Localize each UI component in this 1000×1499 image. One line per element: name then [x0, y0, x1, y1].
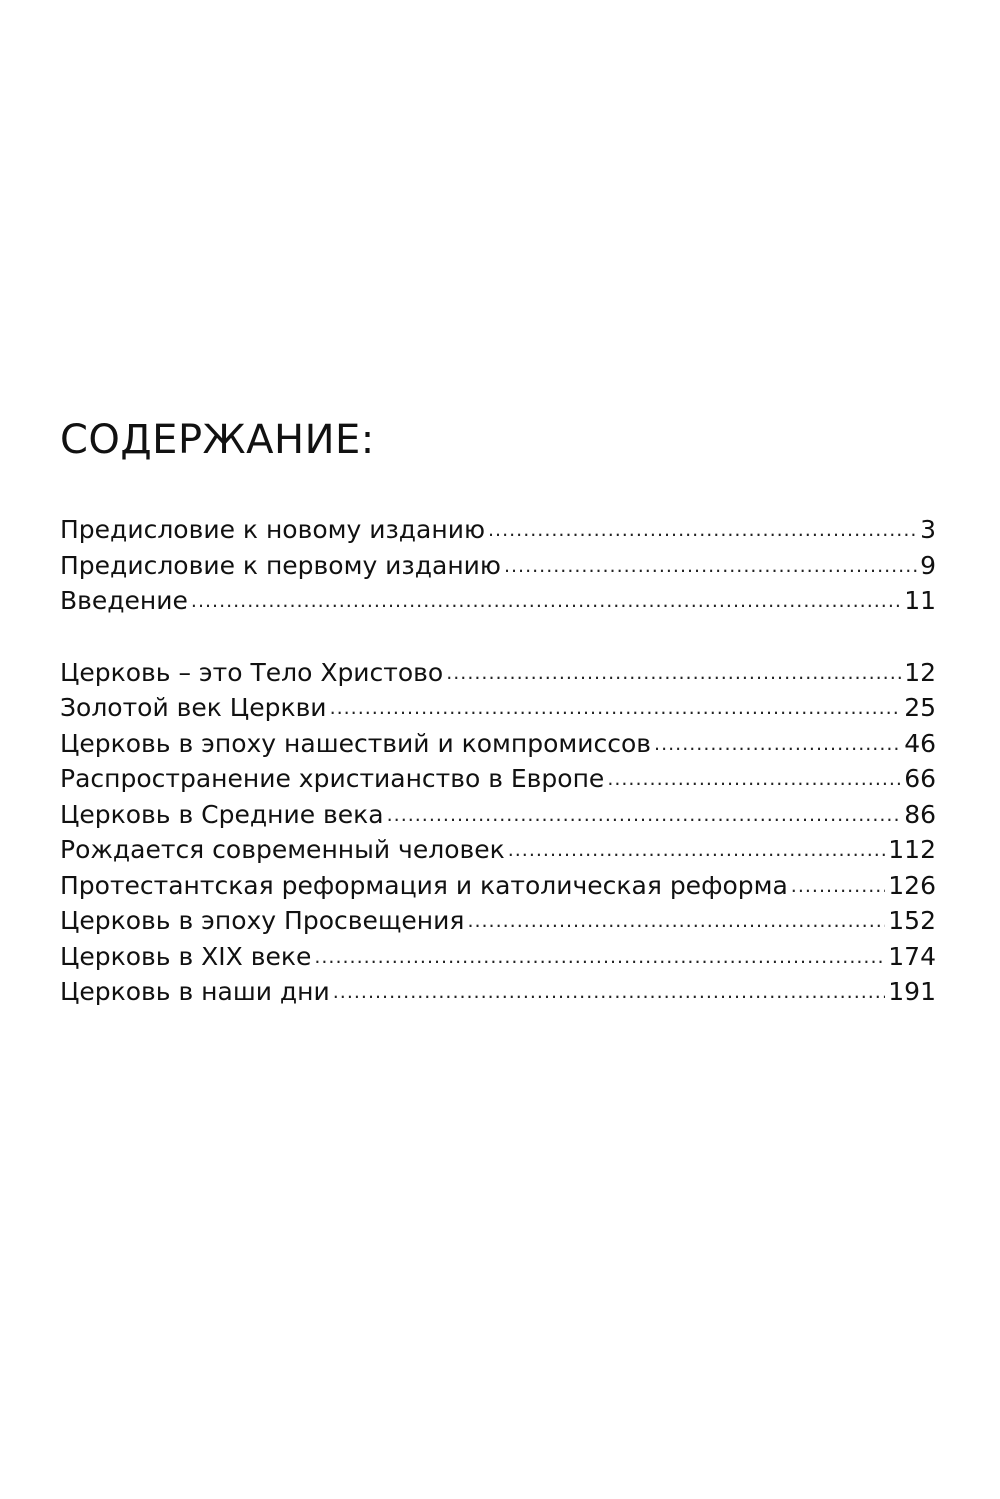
- toc-dot-leader: [504, 546, 917, 585]
- toc-entry-page: 86: [904, 799, 936, 829]
- toc-entry: [60, 548, 936, 584]
- toc-entry-label: Церковь в Средние века: [60, 799, 384, 829]
- toc-entry-page: 66: [904, 764, 936, 793]
- toc-entry: [60, 690, 936, 726]
- toc-entry-label: Предисловие к новому изданию: [60, 515, 486, 544]
- toc-dot-leader: [333, 972, 886, 1011]
- toc-entry-page: 12: [904, 657, 936, 687]
- toc-dot-leader: [330, 688, 902, 727]
- toc-dot-leader: [654, 724, 901, 763]
- toc-entry-page: 191: [888, 977, 936, 1006]
- toc-entry-label: Рождается современный человек: [60, 835, 505, 864]
- toc-entry-label: Распространение христианство в Европе: [60, 764, 605, 793]
- toc-dot-leader: [508, 830, 886, 869]
- toc-entry-page: 9: [920, 550, 936, 580]
- toc-entry: [60, 726, 936, 762]
- toc-entry: [60, 939, 936, 975]
- toc-dot-leader: [387, 795, 902, 834]
- toc-entry: [60, 974, 936, 1010]
- toc-entry-label: Церковь – это Тело Христово: [60, 657, 444, 687]
- toc-entry-page: 126: [888, 870, 936, 900]
- toc-entry-label: Предисловие к первому изданию: [60, 550, 501, 580]
- toc-dot-leader: [467, 901, 885, 940]
- toc-front-matter-list: [60, 512, 936, 619]
- toc-dot-leader: [314, 937, 885, 976]
- toc-entry-page: 3: [920, 515, 936, 544]
- toc-entry-page: 11: [904, 586, 936, 615]
- toc-entry: [60, 832, 936, 868]
- toc-dot-leader: [791, 866, 885, 905]
- toc-chapters-list: [60, 655, 936, 1010]
- toc-entry: [60, 903, 936, 939]
- toc-title: СОДЕРЖАНИЕ:: [60, 417, 375, 463]
- toc-dot-leader: [607, 759, 901, 798]
- toc-entry: [60, 761, 936, 797]
- toc-entry-label: Золотой век Церкви: [60, 693, 327, 722]
- toc-entry: [60, 655, 936, 691]
- toc-entry: [60, 797, 936, 833]
- toc-entry-label: Церковь в наши дни: [60, 977, 330, 1006]
- toc-entry-page: 112: [888, 835, 936, 864]
- toc-entry-page: 46: [904, 728, 936, 758]
- toc-entry-page: 152: [888, 906, 936, 935]
- toc-dot-leader: [191, 581, 901, 620]
- toc-entry-page: 25: [904, 693, 936, 722]
- toc-entry-page: 174: [888, 941, 936, 971]
- toc-entry: [60, 868, 936, 904]
- toc-entry: [60, 512, 936, 548]
- toc-dot-leader: [488, 510, 917, 549]
- table-of-contents: [60, 410, 936, 1010]
- toc-entry: [60, 583, 936, 619]
- toc-entry-label: Введение: [60, 586, 188, 615]
- toc-entry-label: Церковь в XIX веке: [60, 941, 312, 971]
- toc-entry-label: Протестантская реформация и католическая реформа: [60, 870, 788, 900]
- toc-entry-label: Церковь в эпоху Просвещения: [60, 906, 465, 935]
- toc-dot-leader: [446, 653, 901, 692]
- toc-entry-label: Церковь в эпоху нашествий и компромиссов: [60, 728, 652, 758]
